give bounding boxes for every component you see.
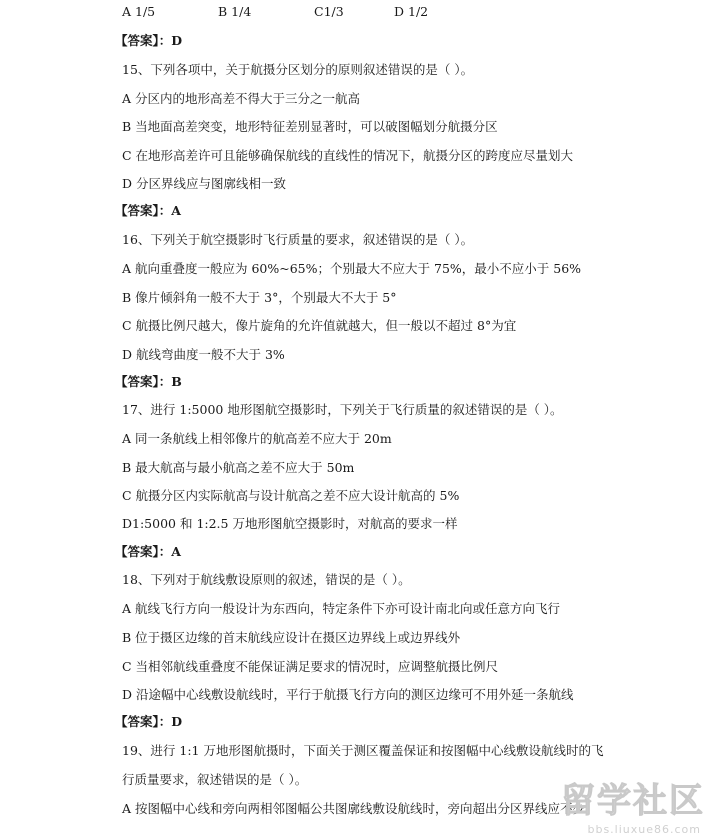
option-b: B 1/4: [218, 4, 252, 19]
question-17: 17、进行 1:5000 地形图航空摄影时，下列关于飞行质量的叙述错误的是（ ）。: [122, 402, 563, 417]
q17-option-a: A 同一条航线上相邻像片的航高差不应大于 20m: [122, 431, 392, 446]
question-19: 19、进行 1:1 万地形图航摄时，下面关于测区覆盖保证和按图幅中心线敷设航线时的飞: [122, 743, 604, 758]
q16-option-d: D 航线弯曲度一般不大于 3%: [122, 347, 285, 362]
q18-option-b: B 位于摄区边缘的首末航线应设计在摄区边界线上或边界线外: [122, 630, 461, 645]
q17-option-b: B 最大航高与最小航高之差不应大于 50m: [122, 460, 355, 475]
question-18: 18、下列对于航线敷设原则的叙述，错误的是（ ）。: [122, 572, 411, 587]
q17-option-d: D1:5000 和 1:2.5 万地形图航空摄影时，对航高的要求一样: [122, 516, 458, 531]
question-15: 15、下列各项中，关于航摄分区划分的原则叙述错误的是（ ）。: [122, 62, 474, 77]
answer-q18: 【答案】：D: [115, 714, 183, 729]
q16-option-b: B 像片倾斜角一般不大于 3°，个别最大不大于 5°: [122, 290, 397, 305]
answer-q15: 【答案】：A: [115, 203, 181, 218]
q16-option-c: C 航摄比例尺越大，像片旋角的允许值就越大，但一般以不超过 8°为宜: [122, 318, 517, 333]
option-a: A 1/5: [122, 4, 156, 19]
q18-option-c: C 当相邻航线重叠度不能保证满足要求的情况时，应调整航摄比例尺: [122, 659, 499, 674]
q15-option-d: D 分区界线应与图廓线相一致: [122, 176, 286, 191]
q15-option-b: B 当地面高差突变，地形特征差别显著时，可以破图幅划分航摄分区: [122, 119, 498, 134]
q16-option-a: A 航向重叠度一般应为 60%~65%；个别最大不应大于 75%，最小不应小于 56%: [122, 261, 582, 276]
q18-option-a: A 航线飞行方向一般设计为东西向，特定条件下亦可设计南北向或任意方向飞行: [122, 601, 561, 616]
q18-option-d: D 沿途幅中心线敷设航线时，平行于航摄飞行方向的测区边缘可不用外延一条航线: [122, 687, 574, 702]
watermark-logo: [555, 782, 705, 836]
q15-option-a: A 分区内的地形高差不得大于三分之一航高: [122, 91, 361, 106]
question-16: 16、下列关于航空摄影时飞行质量的要求，叙述错误的是（ ）。: [122, 232, 474, 247]
q15-option-c: C 在地形高差许可且能够确保航线的直线性的情况下，航摄分区的跨度应尽量划大: [122, 148, 574, 163]
option-d: D 1/2: [394, 4, 429, 19]
q19-option-a: A 按图幅中心线和旁向两相邻图幅公共图廓线敷设航线时，旁向超出分区界线应不少: [122, 801, 586, 816]
answer-q17: 【答案】：A: [115, 544, 181, 559]
question-19-cont: 行质量要求，叙述错误的是（ ）。: [122, 772, 308, 787]
watermark-url: bbs.liuxue86.com: [587, 823, 701, 836]
option-c: C1/3: [314, 4, 344, 19]
answer-q14: 【答案】：D: [115, 33, 183, 48]
q17-option-c: C 航摄分区内实际航高与设计航高之差不应大设计航高的 5%: [122, 488, 460, 503]
options-row-q14: [122, 4, 428, 20]
watermark-title: 留学社区: [561, 781, 705, 821]
answer-q16: 【答案】：B: [115, 374, 182, 389]
